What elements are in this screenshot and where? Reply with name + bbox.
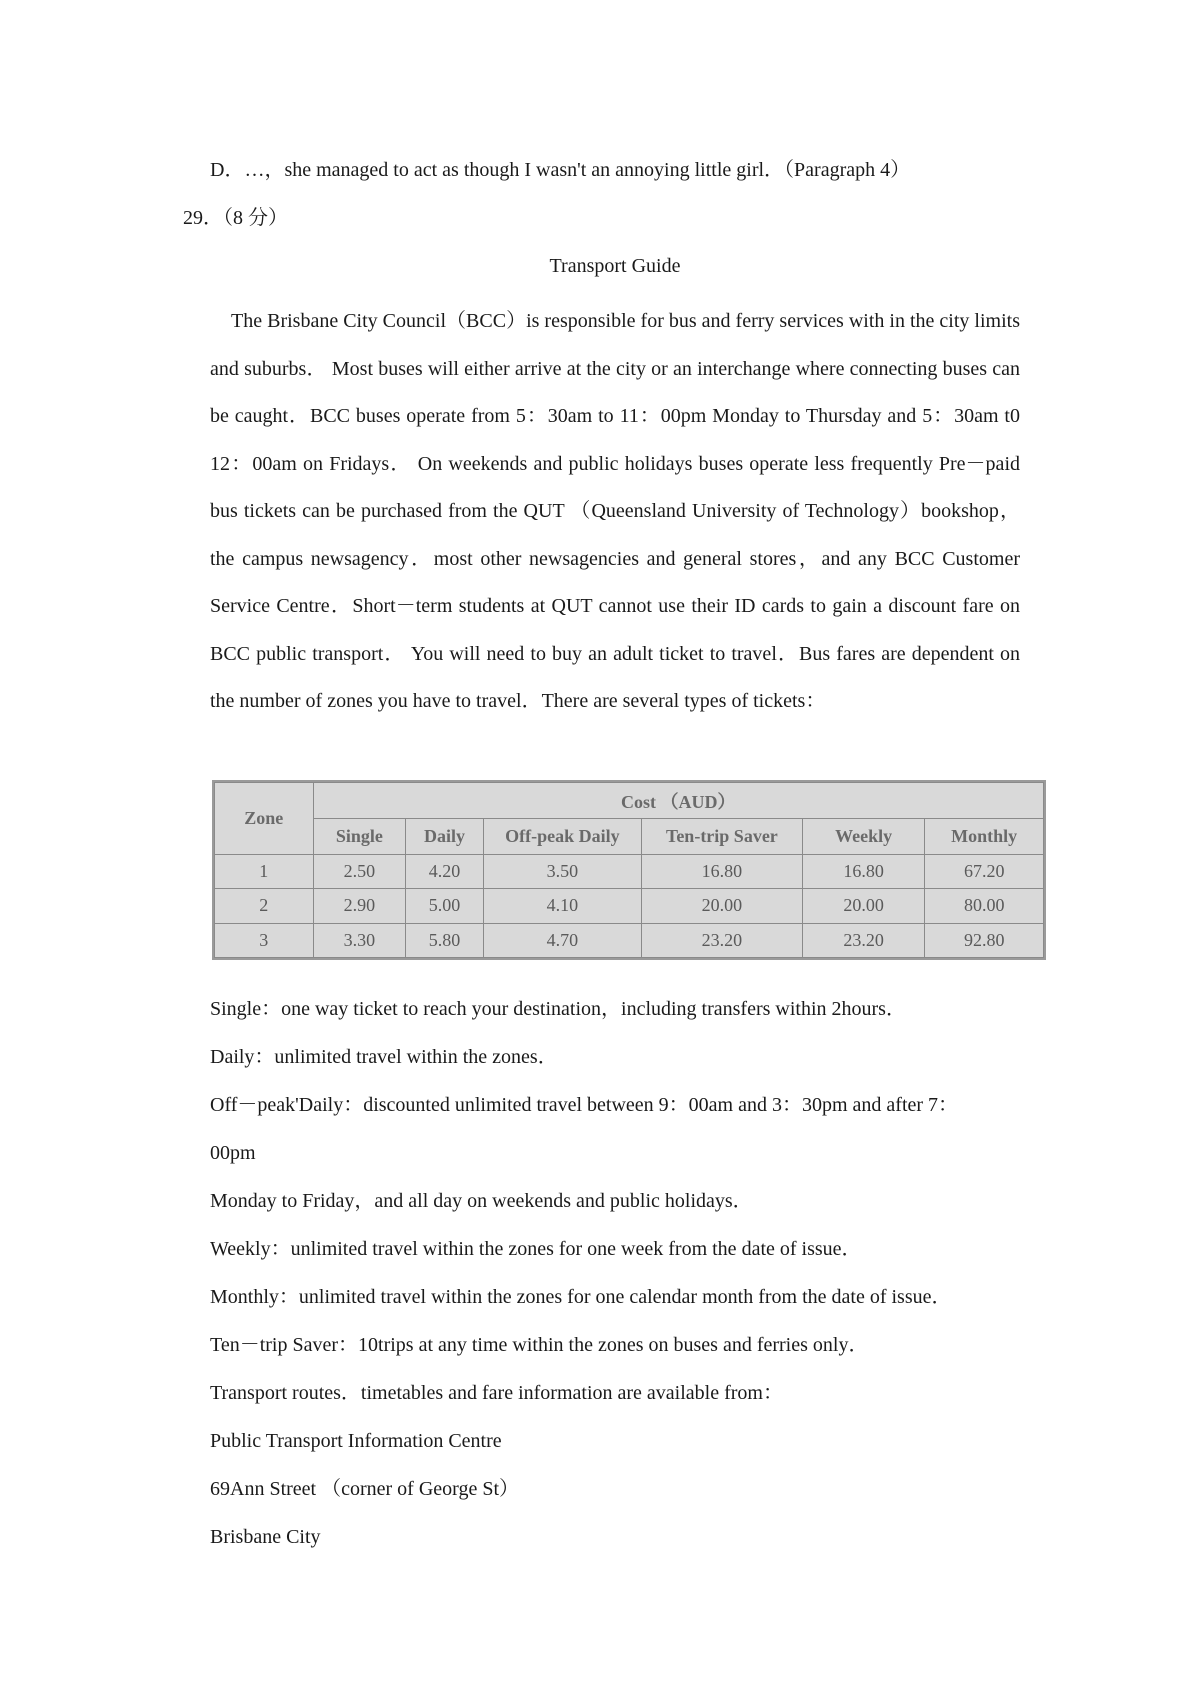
- definition-weekly: Weekly：unlimited travel within the zones for one week from the date of issue．: [210, 1238, 862, 1260]
- definition-monthly: Monthly：unlimited travel within the zones for one calendar month from the date of issue．: [210, 1286, 952, 1308]
- column-header: Weekly: [802, 819, 924, 855]
- column-header: Monthly: [925, 819, 1044, 855]
- fare-cell: 3.30: [313, 923, 406, 957]
- table-row: [215, 855, 1044, 889]
- fare-cell: 23.20: [802, 923, 924, 957]
- passage-paragraph: The Brisbane City Council（BCC）is responsible for bus and ferry services with in the city limits and suburbs． Most buses will either arrive at the city or an interchange where connecting buses can be caught．BCC buses operate from 5：30am to 11：00pm Monday to Thursday and 5：30am t0 12：00am on Fridays． On weekends and public holidays buses operate less frequently Pre－paid bus tickets can be purchased from the QUT （Queensland University of Technology）bookshop，the campus newsagency．most other newsagencies and general stores，and any BCC Customer Service Centre．Short－term students at QUT cannot use their ID cards to gain a discount fare on BCC public transport． You will need to buy an adult ticket to travel．Bus fares are dependent on the number of zones you have to travel．There are several types of tickets：: [210, 310, 1020, 712]
- definition-single: Single：one way ticket to reach your destination，including transfers within 2hours．: [210, 998, 906, 1020]
- fare-cell: 5.00: [406, 889, 484, 923]
- info-centre-name: Public Transport Information Centre: [210, 1430, 502, 1452]
- passage-title: Transport Guide: [549, 255, 681, 277]
- fare-cell: 20.00: [641, 889, 802, 923]
- column-header: Single: [313, 819, 406, 855]
- zone-header: Zone: [215, 783, 314, 855]
- fare-table: [212, 780, 1046, 960]
- cost-header: Cost （AUD）: [313, 783, 1043, 819]
- zone-cell: 2: [215, 889, 314, 923]
- info-centre-address: 69Ann Street （corner of George St）: [210, 1478, 520, 1500]
- fare-cell: 16.80: [641, 855, 802, 889]
- fare-cell: 67.20: [925, 855, 1044, 889]
- fare-table-grid: [214, 782, 1044, 958]
- definition-daily: Daily：unlimited travel within the zones．: [210, 1046, 558, 1068]
- answer-option-d: D．…，she managed to act as though I wasn't an annoying little girl．（Paragraph 4）: [210, 159, 911, 181]
- fare-cell: 92.80: [925, 923, 1044, 957]
- definition-off-peak-cont: 00pm: [210, 1142, 256, 1164]
- fare-cell: 16.80: [802, 855, 924, 889]
- column-header: Off-peak Daily: [483, 819, 641, 855]
- info-centre-city: Brisbane City: [210, 1526, 321, 1548]
- table-row: [215, 923, 1044, 957]
- info-intro: Transport routes．timetables and fare information are available from：: [210, 1382, 783, 1404]
- definition-off-peak: Off－peak'Daily：discounted unlimited travel between 9：00am and 3：30pm and after 7：: [210, 1094, 959, 1116]
- table-row: [215, 889, 1044, 923]
- fare-cell: 4.20: [406, 855, 484, 889]
- definition-ten-trip: Ten－trip Saver：10trips at any time within the zones on buses and ferries only．: [210, 1334, 869, 1356]
- fare-cell: 5.80: [406, 923, 484, 957]
- zone-cell: 1: [215, 855, 314, 889]
- fare-cell: 2.50: [313, 855, 406, 889]
- column-header: Ten-trip Saver: [641, 819, 802, 855]
- zone-cell: 3: [215, 923, 314, 957]
- fare-cell: 3.50: [483, 855, 641, 889]
- fare-cell: 4.70: [483, 923, 641, 957]
- fare-cell: 4.10: [483, 889, 641, 923]
- definition-off-peak-days: Monday to Friday，and all day on weekends and public holidays．: [210, 1190, 753, 1212]
- column-header: Daily: [406, 819, 484, 855]
- fare-cell: 20.00: [802, 889, 924, 923]
- fare-cell: 2.90: [313, 889, 406, 923]
- question-number: 29．（8 分）: [183, 207, 288, 229]
- fare-cell: 80.00: [925, 889, 1044, 923]
- fare-cell: 23.20: [641, 923, 802, 957]
